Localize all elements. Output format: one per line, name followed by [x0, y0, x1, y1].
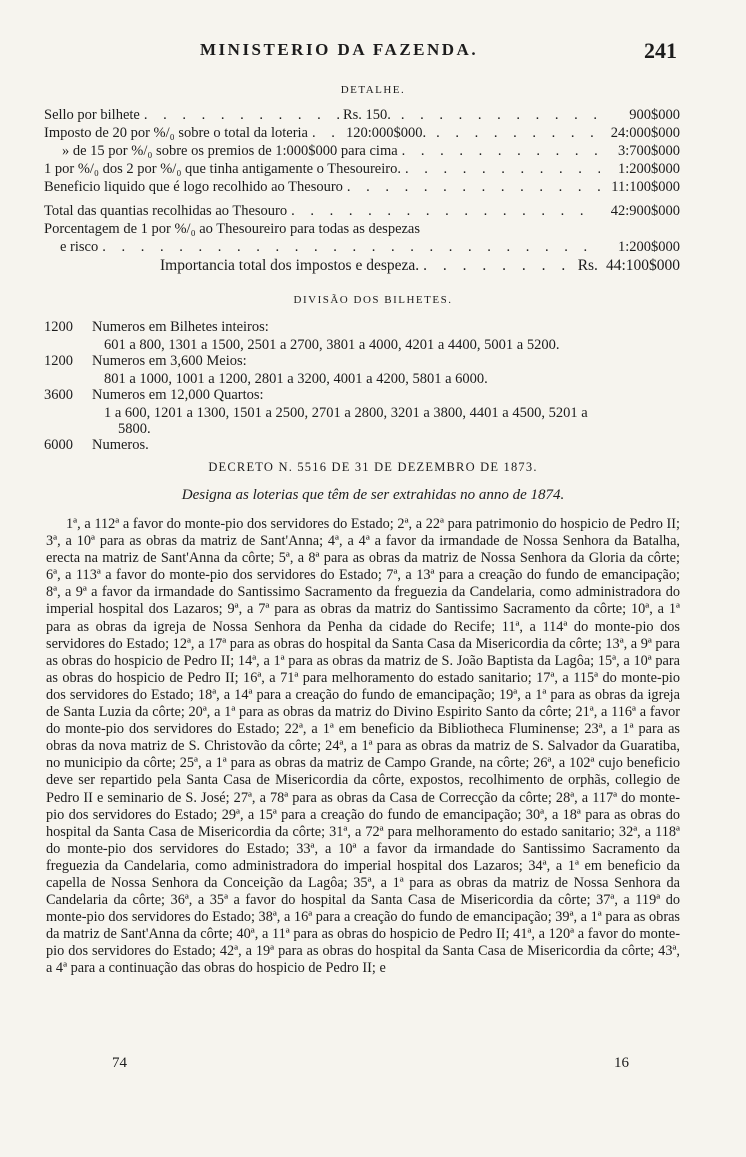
subtotal-amount: 42:900$000: [610, 203, 680, 219]
decree-title: DECRETO N. 5516 DE 31 DE DEZEMBRO DE 1873.: [208, 460, 538, 474]
detail-row: [44, 178, 680, 196]
page-header: [0, 38, 746, 68]
percentage-row: [44, 238, 680, 256]
grand-total-row: [160, 256, 680, 276]
running-head: MINISTERIO DA FAZENDA.: [200, 40, 479, 59]
percentage-line: Porcentagem de 1 por %/₀ ao Thesoureiro para todas as despezas: [44, 221, 421, 237]
group-count: 1200: [44, 319, 73, 335]
group-text: Numeros em 3,600 Meios:: [92, 353, 247, 369]
group-text: Numeros em Bilhetes inteiros:: [92, 319, 269, 335]
grand-total-amount: 44:100$000: [605, 257, 680, 274]
group-range: 1 a 600, 1201 a 1300, 1501 a 2500, 2701 a 2800, 3201 a 3800, 4401 a 4500, 5201 a: [104, 405, 588, 421]
detail-row: [44, 124, 680, 142]
total-count: 6000: [44, 437, 73, 453]
group-text: Numeros em 12,000 Quartos:: [92, 387, 264, 403]
detail-label: 1 por %/₀ dos 2 por %/₀ que tinha antigamente o Thesoureiro.: [44, 161, 401, 177]
group-count: 3600: [44, 387, 73, 403]
detail-amount: 24:000$000: [610, 125, 680, 141]
subtotal-label: Total das quantias recolhidas ao Thesouro: [44, 203, 288, 219]
subtotal-row: [44, 202, 680, 220]
detalhe-heading: DETALHE.: [340, 84, 406, 96]
group-count: 1200: [44, 353, 73, 369]
decree-subtitle: Designa as loterias que têm de ser extrahidas no anno de 1874.: [181, 487, 565, 503]
group-range: 5800.: [118, 421, 151, 437]
detail-label: Beneficio liquido que é logo recolhido ao Thesouro: [44, 179, 343, 195]
group-range: 601 a 800, 1301 a 1500, 2501 a 2700, 3801 a 4000, 4201 a 4400, 5001 a 5200.: [104, 337, 560, 353]
detail-amount: 1:200$000: [617, 161, 680, 177]
detail-amount: 11:100$000: [611, 179, 680, 195]
percentage-label: e risco: [60, 239, 99, 255]
signature-mark-left: 74: [112, 1055, 127, 1071]
detail-row: [44, 106, 680, 124]
group-range: 801 a 1000, 1001 a 1200, 2801 a 3200, 4001 a 4200, 5801 a 6000.: [104, 371, 488, 387]
detail-amount: 3:700$000: [617, 143, 680, 159]
total-label: Numeros.: [92, 437, 149, 453]
detail-value: 120:000$000.: [345, 125, 427, 141]
detail-label: Imposto de 20 por %/₀ sobre o total da loteria: [44, 125, 308, 141]
detail-amount: 900$000: [629, 107, 680, 123]
detail-label: » de 15 por %/₀ sobre os premios de 1:000$000 para cima: [62, 143, 398, 159]
detail-row: [44, 142, 680, 160]
page-footer: [0, 1055, 746, 1077]
detail-label: Sello por bilhete: [44, 107, 140, 123]
percentage-amount: 1:200$000: [617, 239, 680, 255]
divisao-heading: DIVISÃO DOS BILHETES.: [293, 294, 453, 306]
grand-total-currency: Rs.: [577, 257, 598, 274]
decree-body: 1ª, a 112ª a favor do monte-pio dos servidores do Estado; 2ª, a 22ª para patrimonio do hospicio de Pedro II; 3ª, a 10ª para as obras da matriz de Sant'Anna; 4ª, a 4ª a favor da irmandade de Nossa Senhora da Batalha, erecta na matriz de Sant'Anna da côrte; 5ª, a 8ª para as obras da matriz de Nossa Senhora da Gloria da côrte; 6ª, a 113ª a favor do monte-pio dos servidores do Estado; 7ª, a 13ª para a creação do fundo de emancipação; 8ª, a 9ª a favor da irmandade do Santissimo Sacramento da freguezia da Candelaria, como administradora do imperial hospital dos Lazaros; 9ª, a 7ª para as obras da matriz do Santissimo Sacramento da côrte; 10ª, a 1ª para as obras da igreja de Nossa Senhora da Penha da cidade do Recife; 11ª, a 114ª do monte-pio dos servidores do Estado; 12ª, a 17ª para as obras do hospital da Santa Casa da Misericordia da côrte; 13ª, a 9ª para as obras do hospicio de Pedro II; 14ª, a 1ª para as obras da matriz de S. João Baptista da Lagôa; 15ª, a 10ª para as obras do hospicio de Pedro II; 16ª, a 71ª para melhoramento do estado sanitario; 17ª, a 115ª do monte-pio dos servidores do Estado; 18ª, a 14ª para a creação do fundo de emancipação; 19ª, a 1ª para as obras da igreja de Santa Luzia da côrte; 20ª, a 1ª para as obras da matriz do Divino Espirito Santo da côrte; 21ª, a 116ª a favor do monte-pio dos servidores do Estado; 22ª, a 1ª em beneficio da Bibliotheca Fluminense; 23ª, a 1ª para as obras da nova matriz de S. Christovão da côrte; 24ª, a 1ª para as obras da matriz de S. Salvador da Guaratiba, no municipio da côrte; 25ª, a 1ª para as obras da matriz de Campo Grande, na côrte; 26ª, a 102ª cujo beneficio deve ser repartido pela Santa Casa de Misericordia da côrte, expostos, recolhimento de orphãs, collegio de Pedro II e seminario de S. José; 27ª, a 78ª para as obras da Casa de Correcção da côrte; 28ª, a 117ª do monte-pio dos servidores do Estado; 29ª, a 15ª para a creação do fundo de emancipação; 30ª, a 18ª para as obras do hospital da Santa Casa de Misericordia da côrte; 31ª, a 72ª para melhoramento do estado sanitario; 32ª, a 118ª do monte-pio dos servidores do Estado; 33ª, a 10ª a favor da irmandade do Santissimo Sacramento da freguezia da Candelaria, como administradora do imperial hospital dos Lazaros; 34ª, a 1ª em beneficio da capella de Nossa Senhora da Conceição da Lagôa; 35ª, a 1ª para as obras da matriz de Nossa Senhora da Candelaria da côrte; 36ª, a 35ª a favor do hospital da Santa Casa de Misericordia da côrte; 37ª, a 119ª do monte-pio dos servidores do Estado; 38ª, a 16ª para a creação do fundo de emancipação; 39ª, a 1ª para as obras da matriz de Sant'Anna da côrte; 40ª, a 11ª para as obras do hospicio de Pedro II; 41ª, a 120ª a favor do monte-pio dos servidores do Estado; 42ª, a 19ª para as obras do hospital da Santa Casa de Misericordia da côrte; 43ª, a 4ª para a continuação das obras do hospicio de Pedro II; e: [46, 516, 680, 977]
grand-total-label: Importancia total dos impostos e despeza.: [160, 257, 420, 274]
detail-value: Rs. 150.: [342, 107, 391, 123]
signature-mark-right: 16: [614, 1055, 629, 1071]
detail-row: [44, 160, 680, 178]
page-number: 241: [644, 38, 677, 63]
